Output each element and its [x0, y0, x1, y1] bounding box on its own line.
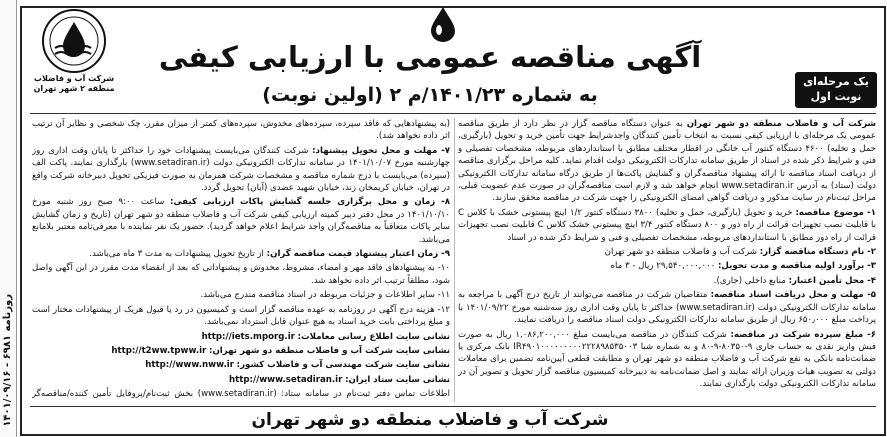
item-validity	[32, 248, 450, 260]
site3-link[interactable]: http://www.nww.ir	[145, 360, 234, 371]
publication-sidebar	[0, 0, 17, 437]
left-column	[32, 118, 450, 402]
item3-text: ۲۹,۵۴۰,۰۰۰,۰۰۰ ریال - ۳ ماه	[610, 261, 716, 272]
item2-text: شرکت آب و فاضلاب منطقه دو شهر تهران	[604, 247, 758, 258]
item-other-info: ۱۱- سایر اطلاعات و جزئیات مربوطه در اسناد مناقصه مندرج می‌باشد.	[200, 290, 450, 301]
item2-label: ۲- نام دستگاه مناقصه گزار:	[759, 247, 876, 258]
site2-label: نشانی سایت شرکت آب و فاضلاب منطقه دو شهر تهران:	[209, 345, 450, 356]
footer-company: شرکت آب و فاضلاب منطقه دو شهر تهران	[251, 410, 609, 430]
site2-link[interactable]: http://t2ww.tpww.ir	[111, 345, 207, 356]
tender-number: به شماره ۱۴۰۱/۲۳/م ۲ (اولین نوبت)	[262, 84, 598, 106]
site3-label: نشانی سایت شرکت مهندسی آب و فاضلاب کشور:	[236, 360, 450, 371]
stage-type: یک مرحله‌ای	[803, 75, 869, 88]
site4-label: نشانی سایت ستاد ایران:	[345, 374, 450, 385]
item-deposit	[458, 329, 876, 391]
contact-info: اطلاعات تماس دفتر ثبت‌نام در سامانه ستاد: (www.setadiran.ir) بخش ثبت‌نام/پروفایل تأمین کننده/مناقصه‌گر	[32, 389, 450, 400]
item6-text: شرکت کنندگان در مناقصه می‌بایست مبلغ ۱,۰۸۶,۲۰۰,۰۰۰ ریال به صورت فیش واریز نقدی به حساب جاری ۹-۸۰۳۵۰-۹-۸۰ و به شماره شبا IR۴۹۰۱۰۰۰۰۰۰۰۰۰۲۲۲۸۹۸۵۳۵۰۰۳ بانک مرکزی یا ضمانت‌نامه بانکی به نفع شرکت آب و فاضلاب منطقه دو شهر تهران و مطابقت قطعی آیین‌نامه تضمین برای معاملات دولتی به تصویب هیات وزیران ارائه نمایند و اصل ضمانت‌نامه به دبیرخانه کمیسیون مناقصه گزار تحویل و تصویر آن در سامانه تدارکات الکترونیکی دولت بارگذاری نمایند.	[458, 329, 876, 390]
site1-label: نشانی سایت اطلاع رسانی معاملات:	[297, 331, 450, 342]
item-submission	[32, 145, 450, 195]
site-setad	[32, 374, 450, 386]
item-funding	[458, 275, 876, 287]
item8-text: ساعت ۹:۰۰ صبح روز شنبه مورخ ۱۴۰۱/۱۰/۱۰ در محل دفتر دبیر کمیته ارزیابی کیفی شرکت آب و فاضلاب منطقه دو شهر تهران (تاریخ و زمان گشایش سایر پاکات متعاقباً به مناقصه‌گران واجد شرایط اعلام خواهد گردید). حضور یک نفر نماینده با معرفی‌نامه معتبر بلامانع می‌باشد.	[32, 197, 450, 245]
intro-company: شرکت آب و فاضلاب منطقه دو شهر تهران	[686, 119, 876, 129]
intro-text: به عنوان دستگاه مناقصه گزار در نظر دارد از طریق مناقصه عمومی یک مرحله‌ای با ارزیابی کیفی نسبت به انتخاب تأمین کنندگان واجدشرایط جهت تأمین خرید و تحویل (بارگیری، حمل و تخلیه) ۴۶۰۰ دستگاه کنتور آب خانگی در اقطار مختلف مطابق با استانداردهای مربوطه، مشخصات تفصیلی و فنی و شرایط ذکر شده در اسناد از طریق سامانه تدارکات الکترونیکی دولت اقدام نماید. کلیه مراحل برگزاری مناقصه از دریافت اسناد مناقصه تا ارائه پیشنهاد مناقصه‌گران و گشایش پاکت‌ها از طریق درگاه سامانه تدارکات الکترونیکی دولت (ستاد) به آدرس www.setadiran.ir انجام خواهد شد و لازم است مناقصه‌گران در صورت عدم عضویت قبلی، مراحل ثبت‌نام در سایت مذکور و دریافت گواهی امضای الکترونیکی را جهت شرکت در مناقصه محقق سازند.	[458, 119, 876, 204]
item9-label: ۹- زمان اعتبار پیشنهاد قیمت مناقصه گران:	[266, 249, 450, 260]
deposit-note: (به پیشنهادهایی که فاقد سپرده، سپرده‌های مخدوش، سپرده‌های کمتر از میزان مقرر، چک شخصی و نظایر آن ترتیب اثر داده نخواهد شد).	[32, 119, 450, 142]
item1-text: خرید و تحویل (بارگیری، حمل و تخلیه) ۳۸۰۰ دستگاه کنتور ۱/۲ اینچ پیستونی خشک با کلاس C با قابلیت نصب تجهیزات قرائت از راه دور و ۸۰۰ دستگاه کنتور ۳/۴ اینچ پیستونی خشک کلاس C قابلیت نصب تجهیزات قرائت از راه دور مطابق با استانداردهای مربوطه، مشخصات تفصیلی و فنی و شرایط ذکر شده در اسناد	[458, 207, 876, 243]
company-logo	[30, 8, 118, 108]
header-divider	[30, 113, 876, 114]
newspaper-issue-date: روزنامه ۶۹۸۱ - ۱۴۰۱/۰۹/۱۶	[2, 294, 13, 427]
stage-badge	[795, 72, 877, 108]
item-opening	[32, 196, 450, 246]
item7-label: ۷- مهلت و محل تحویل پیشنهاد:	[312, 145, 450, 156]
logo-caption-line2: منطقه ۲ شهر تهران	[33, 84, 115, 93]
item9-text: از تاریخ تحویل پیشنهادات به مدت ۳ ماه می‌باشد.	[89, 249, 264, 260]
site-national	[32, 359, 450, 371]
item-estimate	[458, 260, 876, 272]
item7-text: شرکت کنندگان می‌بایست پیشنهادات خود را حداکثر تا پایان وقت اداری روز چهارشنبه مورخ ۱۴۰۱/۱۰/۰۷ در سامانه تدارکات الکترونیکی دولت (www.setadiran.ir) بارگذاری نمایند. پاکت الف (سپرده) می‌بایست با درج شماره مناقصه و مشخصات شرکت همزمان به صورت فیزیکی تحویل دبیرخانه شرکت واقع در تهران، خیابان کریمخان زند، خیابان شهید عضدی (آبان) تحویل گردد.	[32, 145, 450, 194]
item-documents	[458, 289, 876, 326]
item4-label: ۴- محل تأمین اعتبار:	[788, 275, 876, 286]
footer-divider	[30, 406, 876, 407]
item8-label: ۸- زمان و محل برگزاری جلسه گشایش پاکات ارزیابی کیفی:	[170, 197, 450, 208]
item5-label: ۵- مهلت و محل دریافت اسناد مناقصه:	[710, 290, 876, 301]
item-rejection: ۱۰- به پیشنهادهای فاقد مهر و امضاء، مشروط، مخدوش و پیشنهاداتی که بعد از انقضاء مدت مقرر در این آگهی واصل شود، مطلقاً ترتیب اثر داده نخواهد شد.	[32, 263, 450, 286]
site1-link[interactable]: http://iets.mporg.ir	[201, 331, 295, 342]
item6-label: ۶- مبلغ سپرده شرکت در مناقصه:	[730, 329, 876, 340]
logo-caption-line1: شرکت آب و فاضلاب	[33, 74, 115, 83]
item3-label: ۳- برآورد اولیه مناقصه و مدت تحویل:	[718, 261, 876, 272]
item-subject	[458, 207, 876, 244]
item1-label: ۱- موضوع مناقصه:	[795, 207, 876, 218]
water-company-logo-icon	[41, 8, 107, 74]
right-column	[458, 118, 876, 402]
intro-paragraph	[458, 118, 876, 205]
page-title: آگهی مناقصه عمومی با ارزیابی کیفی	[158, 40, 702, 74]
site-company	[32, 345, 450, 357]
item4-text: منابع داخلی (جاری).	[713, 275, 786, 286]
item-ad-cost: ۱۲- هزینه درج آگهی در روزنامه به عهده مناقصه گزار است و کمیسیون در رد یا قبول هریک از پیشنهادات مختار است و مبلغ پرداختی بابت خرید اسناد به هیچ عنوان قابل استرداد نمی‌باشد.	[32, 304, 450, 328]
site-iets	[32, 331, 450, 343]
column-divider	[454, 118, 455, 402]
stage-round: نوبت اول	[810, 90, 862, 103]
site4-link[interactable]: http://www.setadiran.ir	[229, 374, 343, 385]
item-organizer	[458, 246, 876, 258]
item5-text: متقاضیان شرکت در مناقصه می‌توانند از تاریخ درج آگهی با مراجعه به سامانه تدارکات الکترونیکی دولت (www.setadiran.ir) حداکثر تا پایان وقت اداری روز سه‌شنبه مورخ ۱۴۰۱/۰۹/۲۲ با پرداخت مبلغ ۶۵۰٫۰۰۰ ریال از طریق سامانه تدارکات الکترونیکی دولت اسناد مناقصه را دریافت نمایند.	[458, 290, 876, 326]
